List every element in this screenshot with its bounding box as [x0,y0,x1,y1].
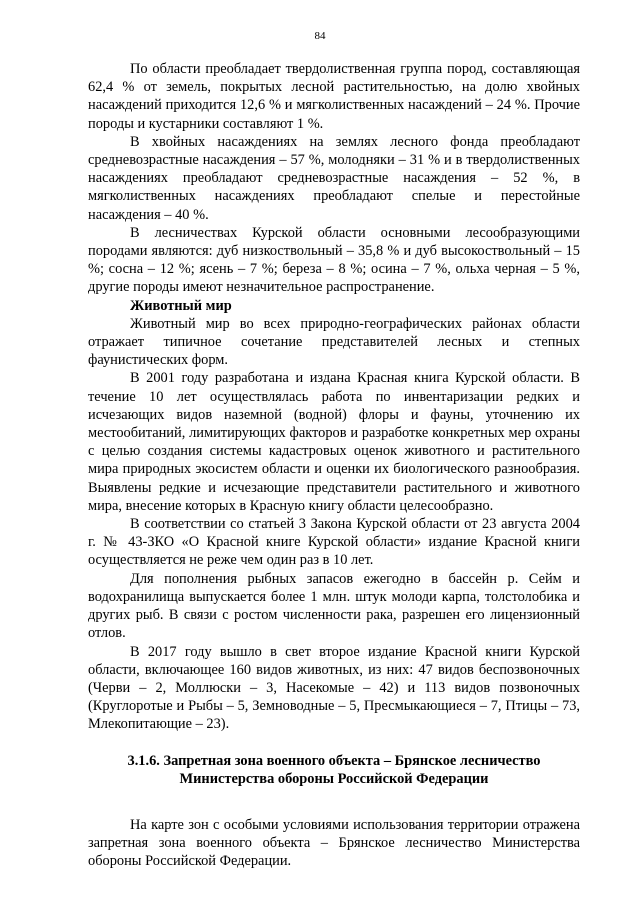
page-content [88,60,580,871]
section-title-line-2: Министерства обороны Российской Федерации [179,770,489,787]
paragraph-red-book-2017: В 2017 году вышло в свет второе издание Красной книги Курской области, включающее 160 видов животных, из них: 47 видов беспозвоночных (Черви – 2, Моллюски – 3, Насекомые – 42) и 113 видов позвоночных (Круглоротые и Рыбы – 5, Земноводные – 5, Пресмыкающиеся – 7, Птицы – 73, Млекопитающие – 23). [88,643,580,733]
paragraph-coniferous-age: В хвойных насаждениях на землях лесного фонда преобладают средневозрастные насаждения – 57 %, молодняки – 31 % и в твердолиственных насаждениях преобладают средневозрастные насаждения – 52 %, в мягколиственных насаждениях преобладают спелые и перестойные насаждения – 40 %. [88,133,580,223]
paragraph-fish-stocks: Для пополнения рыбных запасов ежегодно в бассейн р. Сейм и водохранилища выпускается более 1 млн. штук молоди карпа, толстолобика и других рыб. В связи с ростом численности рака, разрешен его лицензионный отлов. [88,570,580,642]
paragraph-red-book-law: В соответствии со статьей 3 Закона Курской области от 23 августа 2004 г. № 43-ЗКО «О Красной книге Курской области» издание Красной книги осуществляется не реже чем один раз в 10 лет. [88,516,580,569]
paragraph-red-book-2001: В 2001 году разработана и издана Красная книга Курской области. В течение 10 лет осуществлялась работа по инвентаризации редких и исчезающих видов наземной (водной) флоры и фауны, уточнению их местообитаний, лимитирующих факторов и разработке конкретных мер охраны с целью создания системы кадастровых оценок животного и растительного мира природных экосистем области и оценки их биологического разнообразия. Выявлены редкие и исчезающие представители растительного и животного мира, внесение которых в Красную книгу области целесообразно. [88,370,580,514]
page-number: 84 [314,30,326,42]
subheading-fauna: Животный мир [130,297,232,314]
section-title-line-1: 3.1.6. Запретная зона военного объекта – Брянское лесничество [127,752,541,769]
paragraph-forest-species: В лесничествах Курской области основными лесообразующими породами являются: дуб низкоствольный – 35,8 % и дуб высокоствольный – 15 %; сосна – 12 %; ясень – 7 %; береза – 8 %; осина – 7 %, ольха черная – 5 %, другие породы имеют незначительное распространение. [88,224,580,296]
paragraph-military-zone: На карте зон с особыми условиями использования территории отражена запретная зона военного объекта – Брянское лесничество Министерства обороны Российской Федерации. [88,816,580,870]
paragraph-forest-composition: По области преобладает твердолиственная группа пород, составляющая 62,4 % от земель, покрытых лесной растительностью, на долю хвойных насаждений приходится 12,6 % и мягколиственных насаждений – 24 %. Прочие породы и кустарники составляют 1 %. [88,61,580,132]
paragraph-fauna-intro: Животный мир во всех природно-географических районах области отражает типичное сочетание представителей лесных и степных фаунистических форм. [88,315,580,369]
section-title [88,752,580,788]
